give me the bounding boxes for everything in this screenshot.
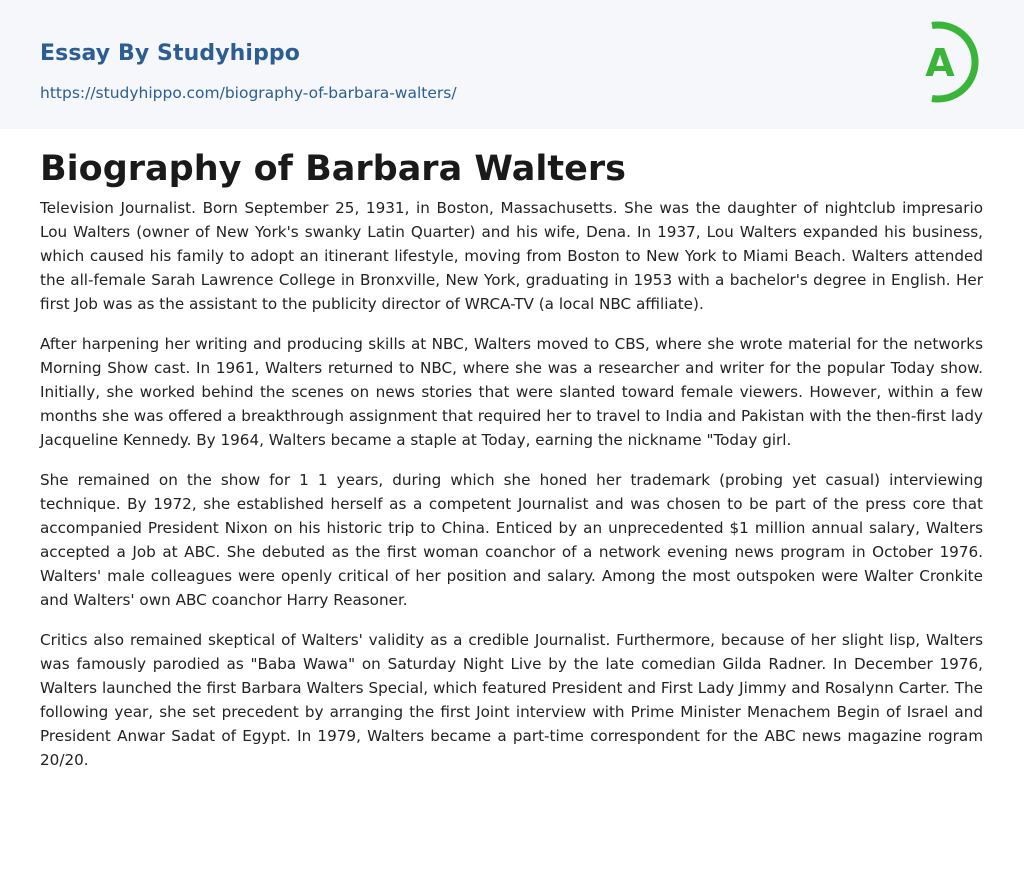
article-paragraph: Critics also remained skeptical of Walters' validity as a credible Journalist. Furthermore, because of her slight lisp, Walters was famously parodied as "Baba Wawa" on Saturday Night Live by the late comedian Gilda Radner. In December 1976, Walters launched the first Barbara Walters Special, which featured President and First Lady Jimmy and Rosalynn Carter. The following year, she set precedent by arranging the first Joint interview with Prime Minister Menachem Begin of Israel and President Anwar Sadat of Egypt. In 1979, Walters became a part-time correspondent for the ABC news magazine rogram 20/20. [40, 631, 983, 769]
article-paragraph: After harpening her writing and producing skills at NBC, Walters moved to CBS, where she wrote material for the networks Morning Show cast. In 1961, Walters returned to NBC, where she was a researcher and writer for the popular Today show. Initially, she worked behind the scenes on news stories that were slanted toward female viewers. However, within a few months she was offered a breakthrough assignment that required her to travel to India and Pakistan with the then-first lady Jacqueline Kennedy. By 1964, Walters became a staple at Today, earning the nickname "Today girl. [40, 335, 983, 449]
article-paragraph: She remained on the show for 1 1 years, during which she honed her trademark (probing yet casual) interviewing technique. By 1972, she established herself as a competent Journalist and was chosen to be part of the press core that accompanied President Nixon on his historic trip to China. Enticed by an unprecedented $1 million annual salary, Walters accepted a Job at ABC. She debuted as the first woman coanchor of a network evening news program in October 1976. Walters' male colleagues were openly critical of her position and salary. Among the most outspoken were Walter Cronkite and Walters' own ABC coanchor Harry Reasoner. [40, 471, 983, 609]
site-brand[interactable]: Essay By Studyhippo [40, 41, 300, 66]
logo-letter: A [925, 41, 955, 85]
studyhippo-logo-icon[interactable] [912, 20, 986, 104]
article-paragraph: Television Journalist. Born September 25, 1931, in Boston, Massachusetts. She was the daughter of nightclub impresario Lou Walters (owner of New York's swanky Latin Quarter) and his wife, Dena. In 1937, Lou Walters expanded his business, which caused his family to adopt an itinerant lifestyle, moving from Boston to New York to Miami Beach. Walters attended the all-female Sarah Lawrence College in Bronxville, New York, graduating in 1953 with a bachelor's degree in English. Her first Job was as the assistant to the publicity director of WRCA-TV (a local NBC affiliate). [40, 199, 983, 313]
article-title: Biography of Barbara Walters [40, 149, 626, 189]
article [0, 129, 1024, 772]
page-url-link[interactable]: https://studyhippo.com/biography-of-barbara-walters/ [40, 84, 457, 102]
page-header [0, 0, 1024, 129]
